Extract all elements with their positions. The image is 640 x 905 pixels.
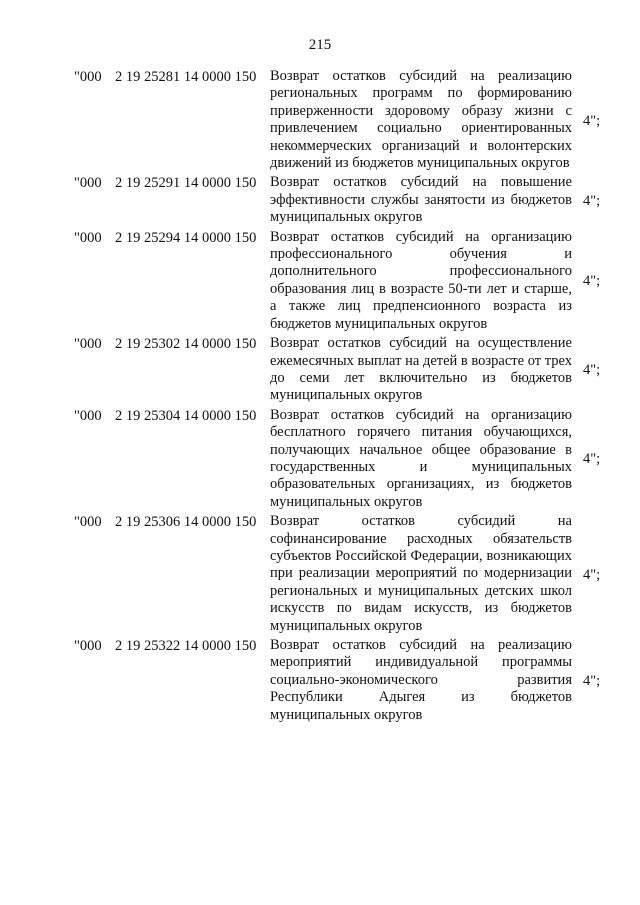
row-description: Возврат остатков субсидий на организацию бесплатного горячего питания обучающихся, получающих начальное общее образование в государственных и муниципальных образовательных организациях, из бюджетов муниципальных округов	[270, 406, 572, 510]
table-row	[0, 513, 640, 637]
row-prefix: "000	[74, 407, 102, 424]
budget-classification-code: 2 19 25302 14 0000 150	[115, 336, 257, 353]
row-description: Возврат остатков субсидий на осуществление ежемесячных выплат на детей в возрасте от трех до семи лет включительно из бюджетов муниципальных округов	[270, 335, 572, 404]
row-description: Возврат остатков субсидий на реализацию мероприятий индивидуальной программы социально-экономического развития Республики Адыгея из бюджетов муниципальных округов	[270, 637, 572, 723]
budget-code-table	[0, 68, 640, 726]
budget-classification-code: 2 19 25281 14 0000 150	[115, 69, 257, 85]
table-row	[0, 229, 640, 335]
table-row	[0, 637, 640, 726]
row-description: Возврат остатков субсидий на организацию профессионального обучения и дополнительного профессионального образования лиц в возрасте 50-ти лет и старше, а также лиц предпенсионного возраста из бюджетов муниципальных округов	[270, 228, 572, 332]
row-rate: 4";	[583, 362, 601, 379]
row-rate: 4";	[583, 112, 601, 129]
row-rate: 4";	[583, 193, 601, 210]
row-description: Возврат остатков субсидий на софинансирование расходных обязательств субъектов Российской Федерации, возникающих при реализации мероприятий по модернизации региональных и муниципальных детских школ искусств по видам искусств, из бюджетов муниципальных округов	[270, 513, 572, 634]
budget-classification-code: 2 19 25294 14 0000 150	[115, 229, 257, 246]
table-row	[0, 174, 640, 228]
row-rate: 4";	[583, 451, 601, 468]
row-prefix: "000	[74, 336, 102, 353]
table-row	[0, 335, 640, 407]
budget-classification-code: 2 19 25304 14 0000 150	[115, 407, 257, 424]
row-description: Возврат остатков субсидий на повышение эффективности службы занятости из бюджетов муниципальных округов	[270, 174, 572, 226]
table-row	[0, 407, 640, 513]
row-prefix: "000	[74, 514, 102, 531]
budget-classification-code: 2 19 25306 14 0000 150	[115, 514, 257, 531]
row-prefix: "000	[74, 175, 102, 192]
row-description: Возврат остатков субсидий на реализацию региональных программ по формированию приверженности здоровому образу жизни с привлечением социально ориентированных некоммерческих организаций и волонтерских движений из бюджетов муниципальных округов	[270, 68, 572, 172]
row-rate: 4";	[583, 566, 601, 583]
row-prefix: "000	[74, 638, 102, 654]
row-prefix: "000	[74, 229, 102, 246]
row-rate: 4";	[583, 273, 601, 290]
row-prefix: "000	[74, 69, 102, 85]
table-row	[0, 68, 640, 174]
row-rate: 4";	[583, 673, 601, 690]
budget-classification-code: 2 19 25322 14 0000 150	[115, 638, 257, 654]
page-number: 215	[308, 37, 332, 53]
budget-classification-code: 2 19 25291 14 0000 150	[115, 175, 257, 192]
